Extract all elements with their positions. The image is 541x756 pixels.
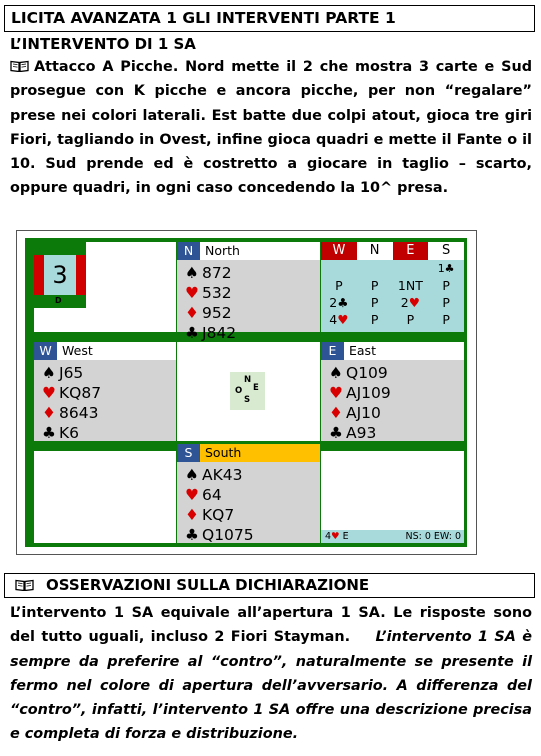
- club-icon: ♣: [185, 526, 199, 544]
- player-name-south: South: [205, 445, 242, 460]
- south-clubs: ♣ Q1075: [185, 526, 254, 544]
- heart-icon: ♥: [42, 384, 56, 402]
- diamond-icon: ♦: [329, 404, 343, 422]
- result-cell: [321, 451, 464, 543]
- bidding-header-row: [321, 242, 464, 260]
- hand-south-cards: [185, 465, 254, 545]
- bidding-table: [321, 242, 464, 332]
- bidding-header-west: W: [321, 242, 357, 260]
- diamond-icon: ♦: [185, 304, 199, 322]
- book-icon: [10, 60, 29, 72]
- west-spades: ♠ J65: [42, 364, 84, 382]
- intro-paragraph: [10, 55, 532, 201]
- player-name-east: East: [349, 343, 376, 358]
- bridge-board-frame: [16, 230, 477, 555]
- west-clubs: ♣ K6: [42, 424, 80, 442]
- observations-title: OSSERVAZIONI SULLA DICHIARAZIONE: [46, 576, 370, 594]
- compass-rose: [230, 372, 265, 410]
- diamond-icon: ♦: [185, 506, 199, 524]
- intro-text: Attacco A Picche. Nord mette il 2 che mostra 3 carte e Sud prosegue con K picche e ancora picche, per non “regalare” prese nei colori laterali. Est batte due colpi atout, gioca tre giri Fiori, tagliando in Ovest, infine gioca quadri e mette il Fante o il 10. Sud prende ed è costretto a giocare in taglio – scarto, oppure quadri, in ogni caso concedendo la 10^ presa.: [10, 59, 532, 197]
- contract-label: 4♥ E: [325, 531, 349, 542]
- heart-icon: ♥: [185, 486, 199, 504]
- board-number-box: [44, 255, 76, 295]
- observations-italic-text: L’intervento 1 SA è sempre da preferire al “contro”, naturalmente se presente il fermo nel colore di apertura dell’avversario. A differenza del “contro”, infatti, l’intervento 1 SA offre una descrizione precisa e completa di forza e distribuzione.: [10, 629, 533, 743]
- observations-paragraph: [10, 601, 532, 747]
- south-diamonds: ♦ KQ7: [185, 506, 235, 524]
- hand-west-cards: [42, 363, 101, 443]
- hand-north: [177, 242, 320, 342]
- table-center: [177, 342, 320, 441]
- compass-east: E: [253, 383, 259, 393]
- board-info-cell: [34, 242, 176, 332]
- hand-south-header: [177, 444, 320, 462]
- spade-icon: ♠: [329, 364, 343, 382]
- bidding-row: 2♣ P 2♥ P: [329, 295, 450, 310]
- bidding-row: 1♣: [437, 262, 455, 275]
- south-spades: ♠ AK43: [185, 466, 243, 484]
- observations-text: L’intervento 1 SA equivale all’apertura 1 SA. Le risposte sono del tutto uguali, incluso 2 Fiori Stayman.: [10, 605, 532, 646]
- hand-west-header: [34, 342, 176, 360]
- east-spades: ♠ Q109: [329, 364, 388, 382]
- bidding-header-east: E: [393, 242, 429, 260]
- east-hearts: ♥ AJ109: [329, 384, 391, 402]
- player-name-north: North: [205, 243, 240, 258]
- page-title: LICITA AVANZATA 1 GLI INTERVENTI PARTE 1: [4, 5, 535, 32]
- direction-badge-east: E: [321, 342, 344, 360]
- bidding-header-south: S: [428, 242, 464, 260]
- spade-icon: ♠: [185, 466, 199, 484]
- board-number: 3: [52, 261, 68, 289]
- direction-badge-north: N: [177, 242, 200, 260]
- heart-icon: ♥: [185, 284, 199, 302]
- north-spades: ♠ 872: [185, 264, 232, 282]
- heart-icon: ♥: [337, 312, 349, 327]
- north-hearts: ♥ 532: [185, 284, 232, 302]
- spade-icon: ♠: [42, 364, 56, 382]
- club-icon: ♣: [42, 424, 56, 442]
- west-hearts: ♥ KQ87: [42, 384, 102, 402]
- west-diamonds: ♦ 8643: [42, 404, 99, 422]
- compass-west: O: [235, 386, 243, 396]
- hand-east-cards: [329, 363, 391, 443]
- hand-east: [321, 342, 464, 441]
- heart-icon: ♥: [329, 384, 343, 402]
- east-clubs: ♣ A93: [329, 424, 377, 442]
- observations-heading: [4, 573, 535, 598]
- book-icon: [15, 579, 34, 591]
- east-diamonds: ♦ AJ10: [329, 404, 381, 422]
- hand-south: [177, 444, 320, 543]
- direction-badge-west: W: [34, 342, 57, 360]
- heart-icon: ♥: [408, 295, 420, 310]
- hand-north-cards: [185, 263, 236, 343]
- diamond-icon: ♦: [42, 404, 56, 422]
- hand-west: [34, 342, 176, 441]
- south-hearts: ♥ 64: [185, 486, 222, 504]
- bidding-row: P P 1NT P: [335, 278, 450, 293]
- dealer-marker: D: [55, 296, 62, 305]
- compass-north: N: [244, 375, 252, 385]
- bidding-row: 4♥ P P P: [329, 312, 450, 327]
- north-diamonds: ♦ 952: [185, 304, 232, 322]
- compass-south: S: [244, 395, 251, 405]
- section-subtitle: L’INTERVENTO DI 1 SA: [10, 35, 196, 53]
- score-label: NS: 0 EW: 0: [405, 531, 461, 542]
- bridge-board: [25, 238, 467, 547]
- hand-north-header: [177, 242, 320, 260]
- heart-icon: ♥: [331, 531, 340, 542]
- club-icon: ♣: [185, 324, 199, 342]
- hand-east-header: [321, 342, 464, 360]
- north-clubs: ♣ J842: [185, 324, 237, 342]
- direction-badge-south: S: [177, 444, 200, 462]
- result-status-bar: [321, 530, 464, 543]
- empty-cell-bottom-left: [34, 451, 176, 543]
- player-name-west: West: [62, 343, 93, 358]
- bidding-header-north: N: [357, 242, 393, 260]
- club-icon: ♣: [329, 424, 343, 442]
- spade-icon: ♠: [185, 264, 199, 282]
